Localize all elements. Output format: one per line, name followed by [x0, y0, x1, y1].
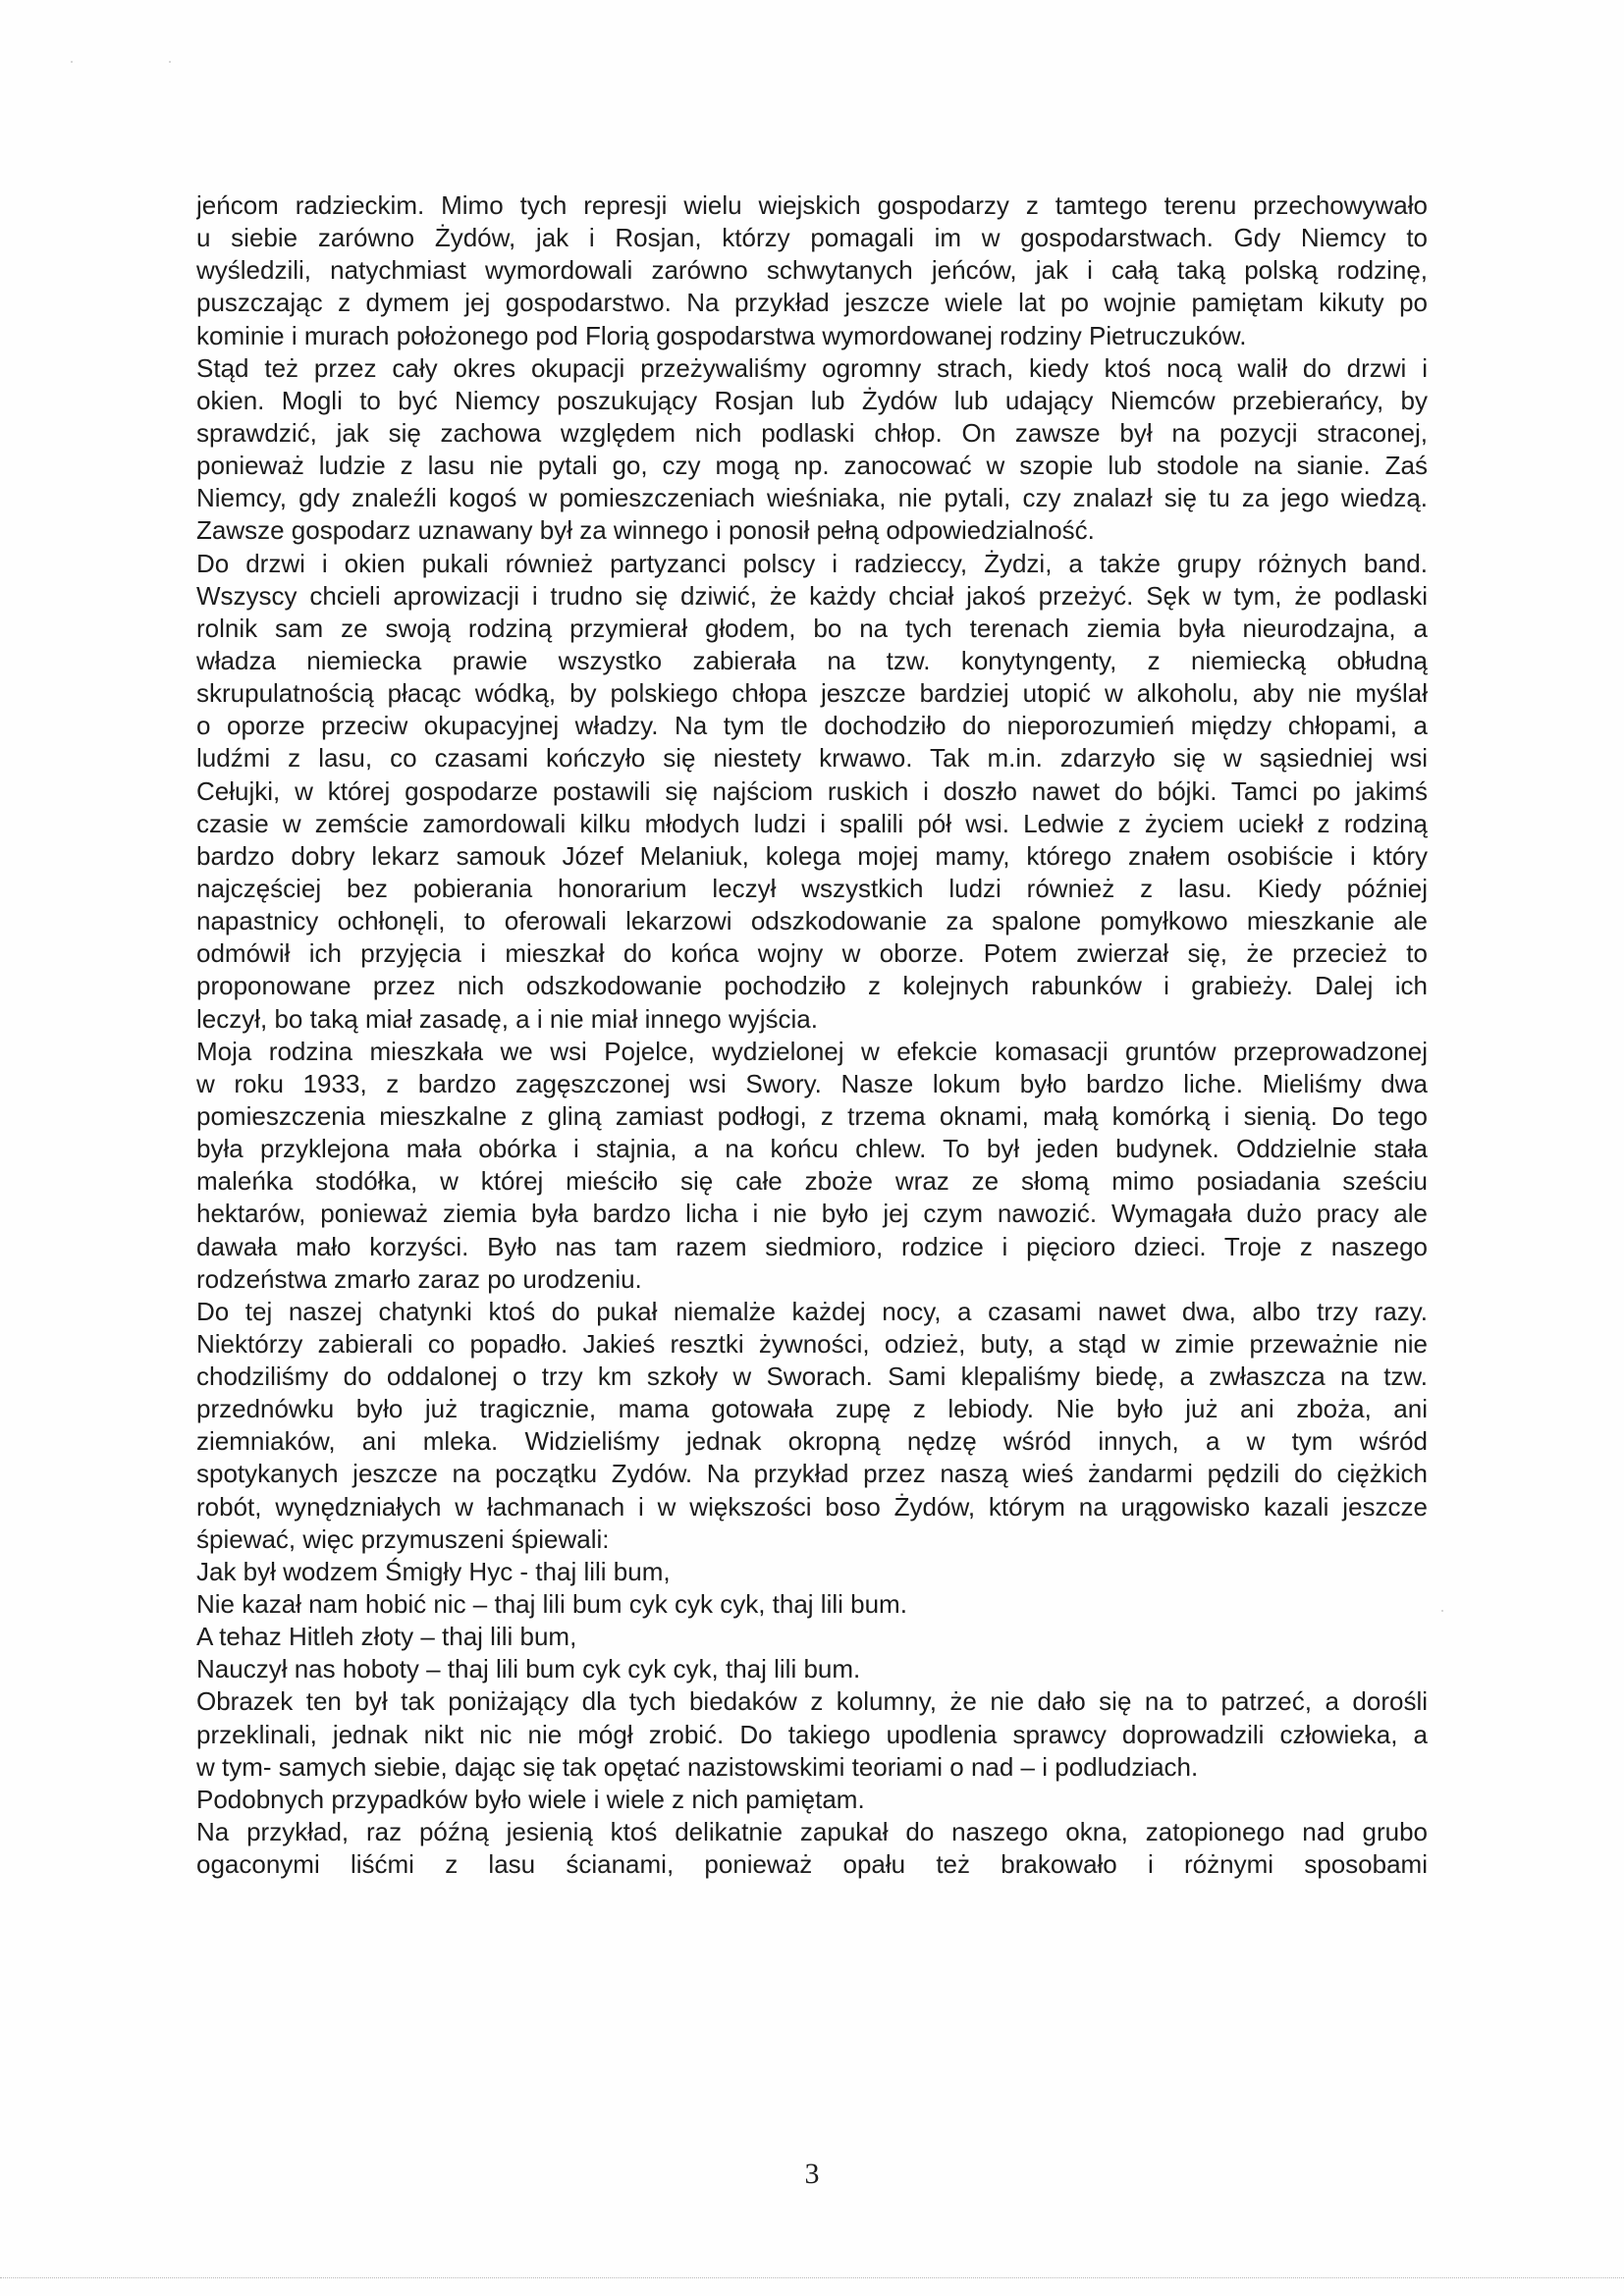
- text-line: Niemcy, gdy znaleźli kogoś w pomieszczeniach wieśniaka, nie pytali, czy znalazł się tu za jego wiedzą.: [196, 483, 1428, 513]
- scan-speck: [71, 61, 73, 63]
- text-line: ludźmi z lasu, co czasami kończyło się niestety krwawo. Tak m.in. zdarzyło się w sąsiedniej wsi: [196, 743, 1428, 774]
- text-line: Obrazek ten był tak poniżający dla tych biedaków z kolumny, że nie dało się na to patrzeć, a dorośli: [196, 1686, 1428, 1717]
- scan-speck: [169, 61, 171, 63]
- text-line: pomieszczenia mieszkalne z gliną zamiast podłogi, z trzema oknami, małą komórką i sienią. Do tego: [196, 1100, 1428, 1131]
- text-line: Do drzwi i okien pukali również partyzanci polscy i radzieccy, Żydzi, a także grupy różnych band.: [196, 548, 1428, 578]
- text-line: była przyklejona mała obórka i stajnia, a na końcu chlew. To był jeden budynek. Oddzielnie stała: [196, 1134, 1428, 1164]
- text-line: A tehaz Hitleh złoty – thaj lili bum,: [196, 1622, 577, 1652]
- text-line: Cełujki, w której gospodarze postawili się najściom ruskich i doszło nawet do bójki. Tamci po jakimś: [196, 775, 1428, 806]
- text-line: Wszyscy chcieli aprowizacji i trudno się dziwić, że każdy chciał jakoś przeżyć. Sęk w tym, że podlaski: [196, 580, 1428, 611]
- text-line: władza niemiecka prawie wszystko zabierała na tzw. konytyngenty, z niemiecką obłudną: [196, 645, 1428, 675]
- text-line: śpiewać, więc przymuszeni śpiewali:: [196, 1523, 610, 1554]
- text-line: Zawsze gospodarz uznawany był za winnego i ponosił pełną odpowiedzialność.: [196, 515, 1095, 546]
- text-line: najczęściej bez pobierania honorarium leczył wszystkich ludzi również z lasu. Kiedy później: [196, 873, 1428, 903]
- text-line: rodzeństwa zmarło zaraz po urodzeniu.: [196, 1263, 642, 1294]
- text-line: dawała mało korzyści. Było nas tam razem siedmioro, rodzice i pięcioro dzieci. Troje z naszego: [196, 1231, 1428, 1261]
- text-line: Nie kazał nam hobić nic – thaj lili bum cyk cyk cyk, thaj lili bum.: [196, 1589, 907, 1620]
- text-line: Stąd też przez cały okres okupacji przeżywaliśmy ogromny strach, kiedy ktoś nocą walił do drzwi i: [196, 352, 1428, 383]
- text-line: spotykanych jeszcze na początku Zydów. Na przykład przez naszą wieś żandarmi pędzili do ciężkich: [196, 1459, 1428, 1489]
- text-line: napastnicy ochłonęli, to oferowali lekarzowi odszkodowanie za spalone pomyłkowo mieszkanie ale: [196, 906, 1428, 936]
- page-number: 3: [804, 2158, 820, 2190]
- text-line: proponowane przez nich odszkodowanie pochodziło z kolejnych rabunków i grabieży. Dalej ich: [196, 971, 1428, 1001]
- text-line: w roku 1933, z bardzo zagęszczonej wsi Swory. Nasze lokum było bardzo liche. Mieliśmy dwa: [196, 1068, 1428, 1098]
- text-line: Niektórzy zabierali co popadło. Jakieś resztki żywności, odzież, buty, a stąd w zimie przeważnie nie: [196, 1328, 1428, 1359]
- text-line: hektarów, ponieważ ziemia była bardzo licha i nie było jej czym nawozić. Wymagała dużo pracy ale: [196, 1199, 1428, 1229]
- text-line: ponieważ ludzie z lasu nie pytali go, czy mogą np. zanocować w szopie lub stodole na sianie. Zaś: [196, 451, 1428, 481]
- text-line: przeklinali, jednak nikt nic nie mógł zrobić. Do takiego upodlenia sprawcy doprowadzili człowieka, a: [196, 1719, 1428, 1749]
- text-line: u siebie zarówno Żydów, jak i Rosjan, którzy pomagali im w gospodarstwach. Gdy Niemcy to: [196, 223, 1428, 253]
- text-line: odmówił ich przyjęcia i mieszkał do końca wojny w oborze. Potem zwierzał się, że przecież to: [196, 938, 1428, 969]
- text-line: wyśledzili, natychmiast wymordowali zarówno schwytanych jeńców, jak i całą taką polską rodzinę,: [196, 255, 1428, 286]
- text-line: Jak był wodzem Śmigły Hyc - thaj lili bum,: [196, 1556, 671, 1586]
- text-line: o oporze przeciw okupacyjnej władzy. Na tym tle dochodziło do nieporozumień między chłopami, a: [196, 711, 1428, 741]
- scan-bottom-edge: [0, 2277, 1624, 2282]
- text-line: w tym- samych siebie, dając się tak opętać nazistowskimi teoriami o nad – i podludziach.: [196, 1751, 1199, 1782]
- text-line: rolnik sam ze swoją rodziną przymierał głodem, bo na tych terenach ziemia była nieurodzajna, a: [196, 613, 1428, 643]
- text-line: robót, wynędzniałych w łachmanach i w większości boso Żydów, którym na urągowisko kazali jeszcze: [196, 1491, 1428, 1522]
- text-line: skrupulatnością płacąc wódką, by polskiego chłopa jeszcze bardziej utopić w alkoholu, aby nie myślał: [196, 678, 1428, 709]
- text-line: kominie i murach położonego pod Florią gospodarstwa wymordowanej rodziny Pietruczuków.: [196, 320, 1247, 350]
- text-line: puszczając z dymem jej gospodarstwo. Na przykład jeszcze wiele lat po wojnie pamiętam kikuty po: [196, 288, 1428, 318]
- text-line: Podobnych przypadków było wiele i wiele z nich pamiętam.: [196, 1784, 865, 1814]
- text-line: okien. Mogli to być Niemcy poszukujący Rosjan lub Żydów lub udający Niemców przebierańcy, by: [196, 385, 1428, 415]
- text-line: Do tej naszej chatynki ktoś do pukał niemalże każdej nocy, a czasami nawet dwa, albo trzy razy.: [196, 1296, 1428, 1326]
- text-line: Nauczył nas hoboty – thaj lili bum cyk cyk cyk, thaj lili bum.: [196, 1654, 861, 1684]
- body-text: [196, 189, 1428, 1881]
- text-line: bardzo dobry lekarz samouk Józef Melaniuk, kolega mojej mamy, którego znałem osobiście i który: [196, 840, 1428, 871]
- text-line: sprawdzić, jak się zachowa względem nich podlaski chłop. On zawsze był na pozycji straconej,: [196, 417, 1428, 448]
- text-line: jeńcom radzieckim. Mimo tych represji wielu wiejskich gospodarzy z tamtego terenu przechowywało: [196, 190, 1428, 220]
- text-line: Na przykład, raz późną jesienią ktoś delikatnie zapukał do naszego okna, zatopionego nad grubo: [196, 1817, 1428, 1847]
- text-line: ogaconymi liśćmi z lasu ścianami, ponieważ opału też brakowało i różnymi sposobami: [196, 1849, 1428, 1880]
- text-line: przednówku było już tragicznie, mama gotowała zupę z lebiody. Nie było już ani zboża, ani: [196, 1394, 1428, 1424]
- text-line: maleńka stodółka, w której mieściło się całe zboże wraz ze słomą mimo posiadania sześciu: [196, 1166, 1428, 1197]
- text-line: chodziliśmy do oddalonej o trzy km szkoły w Sworach. Sami klepaliśmy biedę, a zwłaszcza na tzw.: [196, 1362, 1428, 1392]
- scan-speck: [1441, 1610, 1443, 1612]
- text-line: czasie w zemście zamordowali kilku młodych ludzi i spalili pół wsi. Ledwie z życiem uciekł z rodziną: [196, 808, 1428, 838]
- text-line: leczył, bo taką miał zasadę, a i nie miał innego wyjścia.: [196, 1003, 818, 1034]
- text-line: Moja rodzina mieszkała we wsi Pojelce, wydzielonej w efekcie komasacji gruntów przeprowadzonej: [196, 1036, 1428, 1066]
- text-line: ziemniaków, ani mleka. Widzieliśmy jednak okropną nędzę wśród innych, a w tym wśród: [196, 1426, 1428, 1457]
